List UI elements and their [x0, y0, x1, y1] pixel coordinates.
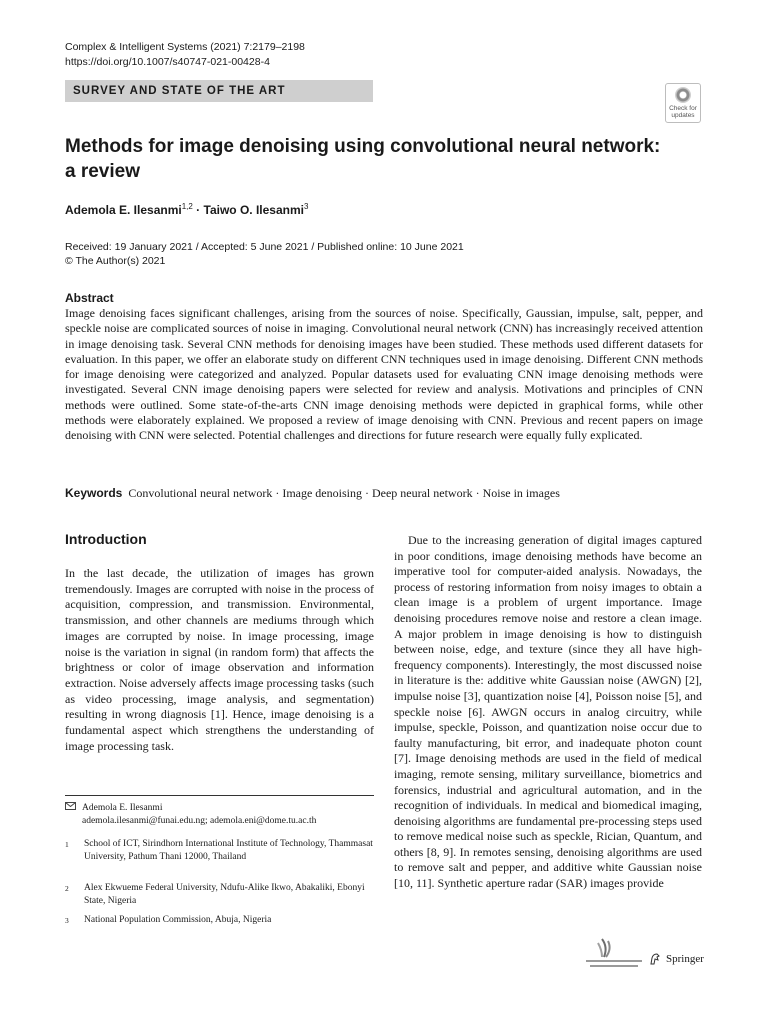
paragraph: Due to the increasing generation of digital images captured in poor conditions, image denoising methods have become an imperative tool for computer-aided analysis. Nowadays, the process of restoring information from noisy images to obtain a clean image is a problem of urgent importance. Image denoising procedures remove noise and restore a clean image. A major problem in image denoising is how to distinguish between noise, edge, and texture (since they all have high-frequency components). Interestingly, the most discussed noise in literature is the: additive white Gaussian noise (AWGN) [2], impulse noise [3], quantization noise [4], Poisson noise [5], and speckle noise [6]. AWGN occurs in analog circuitry, while impulse, speckle, Poisson, and quantization noise occur due to faulty manufacturing, bit error, and inadequate photon count [7]. Image denoising methods are used in the field of medical imaging, remote sensing, military surveillance, biometrics and forensics, industrial and agricultural automation, and in the recognition of individuals. In medical and biomedical imaging, denoising algorithms are fundamental pre-processing steps used to remove medical noise such as speckle, Rician, Quantum, and others [8, 9]. In remotes sensing, denoising algorithms are used to remove salt and pepper, and additive white Gaussian noise [10, 11]. Synthetic aperture radar (SAR) images provide	[394, 533, 702, 891]
affiliation-1: School of ICT, Sirindhorn International Institute of Technology, Thammasat University, Pathum Thani 12000, Thailand	[84, 839, 373, 862]
doi-link[interactable]: https://doi.org/10.1007/s40747-021-00428-4	[65, 56, 270, 68]
footnote-divider	[65, 795, 374, 796]
envelope-icon	[65, 802, 76, 815]
check-updates-icon	[675, 87, 691, 103]
publication-dates: Received: 19 January 2021 / Accepted: 5 June 2021 / Published online: 10 June 2021 © The Author(s) 2021	[65, 241, 464, 267]
paragraph: In the last decade, the utilization of images has grown tremendously. Images are corrupted with noise in the process of acquisition, compression, and transmission. Environmental, transmission, and other channels are mediums through which images are corrupted by noise. In image processing, image noise is the variation in signal (in random form) that affects the brightness or color of image observation and information extraction. Noise adversely affects image processing tasks (such as video processing, image analysis, and segmentation) resulting in wrong diagnosis [1]. Hence, image denoising is a fundamental aspect which strengthens the understanding of image processing task.	[65, 566, 374, 753]
journal-line: Complex & Intelligent Systems (2021) 7:2179–2198	[65, 41, 305, 53]
springer-horse-icon	[648, 952, 662, 966]
author-emails[interactable]: ademola.ilesanmi@funai.edu.ng; ademola.eni@dome.tu.ac.th	[82, 816, 317, 826]
copyright: © The Author(s) 2021	[65, 254, 166, 267]
abstract-text: Image denoising faces significant challenges, arising from the sources of noise. Specifically, Gaussian, impulse, salt, pepper, and speckle noise are complicated sources of noise in imaging. Convolutional neural network (CNN) has increasingly received attention in image denoising task. Several CNN methods for denoising images have been studied. These methods used different datasets for evaluation. In this paper, we offer an elaborate study on different CNN techniques used in image denoising. Different CNN methods for image denoising were categorized and analyzed. Popular datasets used for evaluating CNN image denoising methods were investigated. Several CNN image denoising papers were selected for review and analysis. Motivations and principles of CNN methods were outlined. Some state-of-the-arts CNN image denoising methods were depicted in graphical forms, while other methods were elaborately explained. We proposed a review of image denoising with CNN. Previous and recent papers on image denoising with CNN were selected. Potential challenges and directions for future research were equally fully explicated.	[65, 306, 703, 443]
paper-title: Methods for image denoising using convolutional neural network: a review	[65, 136, 661, 182]
publisher-name: Springer	[666, 953, 704, 965]
author-list: Ademola E. Ilesanmi$^{1,2}$ · Taiwo O. Ilesanmi$^3$	[65, 202, 309, 217]
journal-citation	[65, 40, 305, 70]
abstract-heading: Abstract	[65, 291, 114, 305]
right-column-text	[394, 533, 702, 892]
check-for-updates-badge[interactable]: Check for updates	[665, 83, 701, 123]
author-name[interactable]: Ademola E. Ilesanmi	[65, 203, 182, 217]
corresponding-author: Ademola E. Ilesanmi ademola.ilesanmi@funai.edu.ng; ademola.eni@dome.tu.ac.th	[82, 802, 382, 828]
author-name[interactable]: Taiwo O. Ilesanmi	[203, 203, 304, 217]
left-column-text	[65, 566, 374, 754]
affiliation-3: National Population Commission, Abuja, Nigeria	[84, 915, 272, 925]
keywords	[65, 486, 560, 501]
kacst-logo	[584, 935, 644, 971]
springer-logo	[648, 952, 704, 966]
affiliation-2: Alex Ekwueme Federal University, Ndufu-Alike Ikwo, Abakaliki, Ebonyi State, Nigeria	[84, 883, 365, 906]
keywords-list: Convolutional neural network · Image denoising · Deep neural network · Noise in images	[128, 486, 560, 500]
article-type-banner: SURVEY AND STATE OF THE ART	[65, 80, 373, 102]
keywords-label: Keywords	[65, 486, 123, 500]
section-heading-introduction: Introduction	[65, 531, 147, 547]
